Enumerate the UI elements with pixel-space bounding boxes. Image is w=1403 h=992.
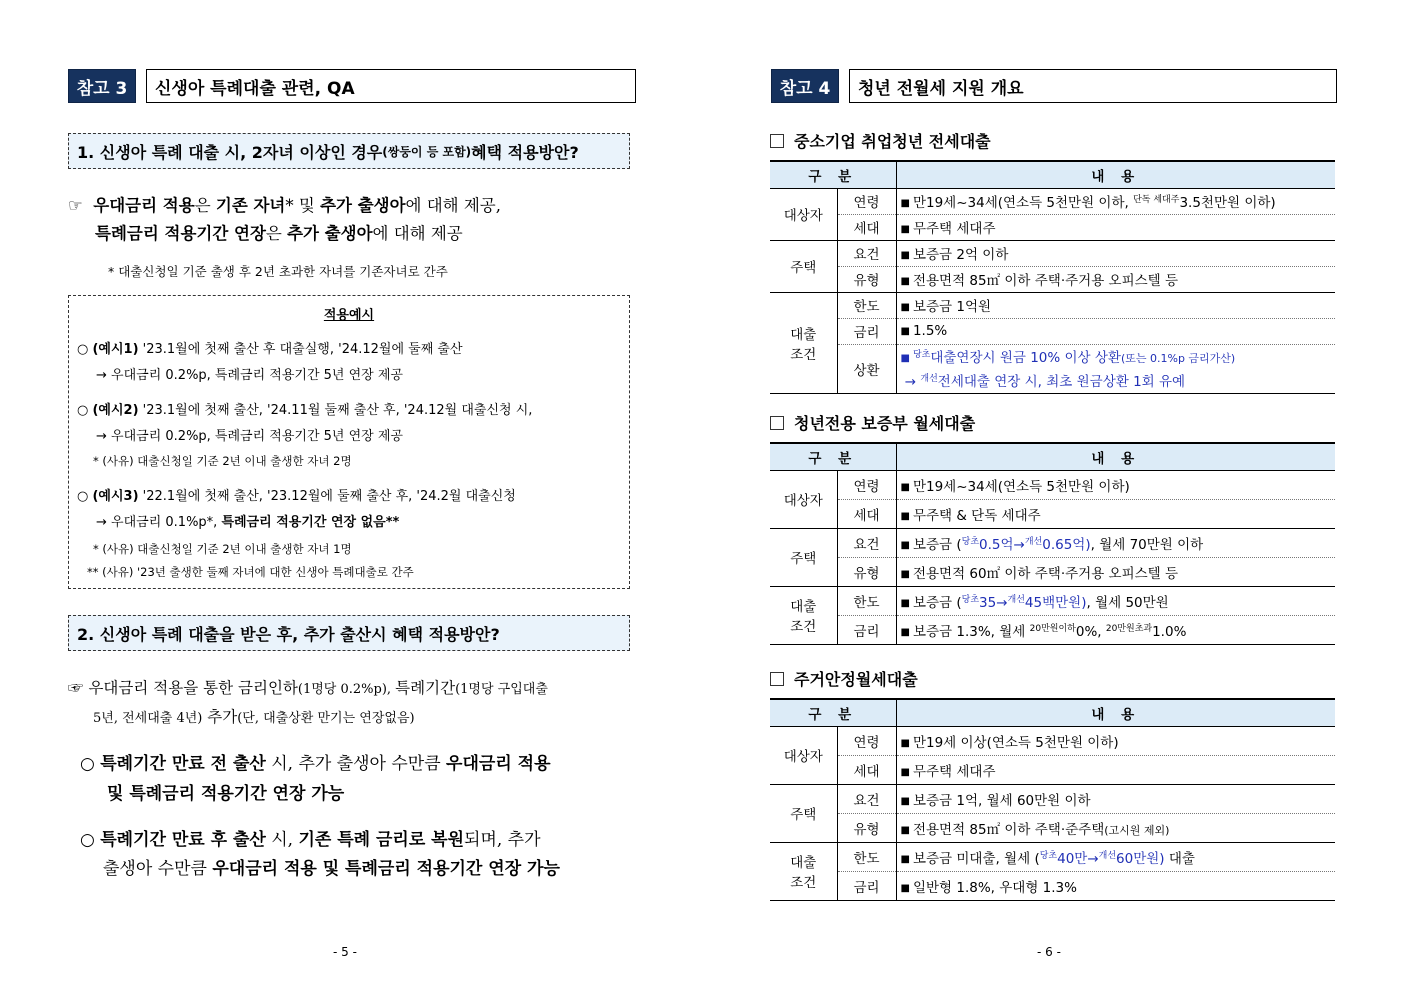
category-text: 대출 xyxy=(790,855,817,871)
value-change xyxy=(1040,851,1165,867)
value-text: 만19세~34세(연소득 5천만원 이하, xyxy=(912,195,1134,211)
answer-1-text: 은 xyxy=(265,224,288,243)
pointer-icon: ☞ xyxy=(68,196,83,215)
question-2: 2. 신생아 특례 대출을 받은 후, 추가 출산시 혜택 적용방안? xyxy=(68,615,630,651)
reference-title: 신생아 특례대출 관련, QA xyxy=(146,69,636,103)
answer-2-text: (1명당 구입대출 xyxy=(455,682,548,697)
row-subcategory: 한도 xyxy=(837,586,896,615)
reference-header xyxy=(68,69,636,103)
answer-2-text: 추가 xyxy=(202,708,238,726)
reference-tag: 참고 3 xyxy=(68,69,136,103)
value-text: 전용면적 85㎡ 이하 주택·주거용 오피스텔 등 xyxy=(912,273,1179,289)
answer-1-text: 특례금리 적용기간 연장 xyxy=(95,224,266,243)
page-right xyxy=(700,0,1403,992)
value-text: 전용면적 85㎡ 이하 주택·준주택 xyxy=(912,821,1105,838)
answer-2-bullet-1: ○ 특례기간 만료 전 출산 시, 추가 출생아 수만큼 우대금리 적용 xyxy=(80,754,551,774)
value-sup: 당초 xyxy=(961,594,980,605)
section-title: 청년전용 보증부 월세대출 xyxy=(794,414,976,433)
row-value xyxy=(896,755,1335,784)
bullet-icon: ■ xyxy=(900,626,910,638)
row-subcategory: 금리 xyxy=(837,318,896,344)
row-category: 주택 xyxy=(770,784,837,842)
example-text: '23.1월에 첫째 출산, '24.11월 둘째 출산 후, '24.12월 대출신청 시, xyxy=(138,403,533,418)
section-3-heading xyxy=(770,667,918,690)
pointer-icon: ☞ xyxy=(68,679,84,697)
row-subcategory: 연령 xyxy=(837,470,896,499)
bullet-icon: ■ xyxy=(900,224,910,235)
examples-box xyxy=(68,295,630,589)
row-subcategory: 한도 xyxy=(837,842,896,871)
row-value xyxy=(896,318,1335,344)
table-stable-rent-loan xyxy=(770,698,1335,901)
row-subcategory: 금리 xyxy=(837,615,896,644)
bullet-icon: ■ xyxy=(900,352,910,364)
value-text: , 월세 70만원 이하 xyxy=(1090,536,1204,553)
value-sup: 당초 xyxy=(912,349,931,360)
value-sup: 20만원이하 xyxy=(1029,623,1076,634)
row-value xyxy=(896,499,1335,528)
value-text: 일반형 1.8%, 우대형 1.3% xyxy=(912,879,1077,896)
bullet-icon: ■ xyxy=(900,302,910,313)
value-sup: 단독 세대주 xyxy=(1133,195,1180,205)
table-jeonse-loan xyxy=(770,160,1335,394)
row-subcategory: 유형 xyxy=(837,266,896,292)
row-category: 대상자 xyxy=(770,188,837,240)
column-header: 구 분 xyxy=(770,443,896,470)
bullet-icon: ■ xyxy=(900,853,910,865)
value-text: → xyxy=(904,373,921,390)
value-text: 45백만원) xyxy=(1024,594,1087,611)
category-text: 대출 xyxy=(790,326,817,343)
reference-tag: 참고 4 xyxy=(771,69,839,103)
table-monthly-rent-loan xyxy=(770,442,1335,645)
reference-header xyxy=(771,69,1337,103)
value-text: 0%, xyxy=(1075,623,1106,640)
answer-1-line-2 xyxy=(95,220,463,244)
answer-2-bullet-1-cont: 및 특례금리 적용기간 연장 가능 xyxy=(107,784,345,804)
bullet-icon: ■ xyxy=(900,510,910,522)
example-result-text: 특례금리 적용기간 연장 없음** xyxy=(221,515,400,530)
reference-title: 청년 전월세 지원 개요 xyxy=(849,69,1337,103)
examples-title: 적용예시 xyxy=(323,308,375,323)
row-value xyxy=(896,292,1335,318)
bullet-icon: ■ xyxy=(900,824,910,836)
column-header: 구 분 xyxy=(770,161,896,188)
category-text: 대출 xyxy=(790,599,817,615)
bullet-icon: ■ xyxy=(900,276,910,287)
row-value xyxy=(896,266,1335,292)
example-result-text: → 우대금리 0.1%p*, xyxy=(96,515,222,530)
value-sup: 개선 xyxy=(1024,536,1043,547)
row-value xyxy=(896,586,1335,615)
category-text: 조건 xyxy=(790,619,817,635)
bullet-text: 우대금리 적용 xyxy=(446,754,551,774)
question-1-end: 혜택 적용방안? xyxy=(471,142,579,162)
value-sup: 개선 xyxy=(920,373,938,384)
row-subcategory: 요건 xyxy=(837,528,896,557)
section-title: 중소기업 취업청년 전세대출 xyxy=(794,132,991,151)
bullet-icon: ■ xyxy=(900,597,910,609)
row-value xyxy=(896,240,1335,266)
value-text: 전용면적 60㎡ 이하 주택·주거용 오피스텔 등 xyxy=(912,565,1179,582)
row-subcategory: 유형 xyxy=(837,813,896,842)
row-subcategory: 연령 xyxy=(837,188,896,214)
value-text: 1.5% xyxy=(912,323,948,339)
value-text: 보증금 1.3%, 월세 xyxy=(912,623,1030,640)
value-text: 무주택 & 단독 세대주 xyxy=(912,507,1041,524)
row-value xyxy=(896,842,1335,871)
value-sup: 개선 xyxy=(1098,850,1117,861)
value-text: 만19세~34세(연소득 5천만원 이하) xyxy=(912,478,1130,495)
value-text: , 월세 50만원 xyxy=(1086,594,1169,611)
example-label: (예시1) xyxy=(92,342,139,357)
bullet-icon: ■ xyxy=(900,198,910,209)
answer-2-text: 우대금리 적용을 통한 금리인하 xyxy=(88,679,298,697)
answer-1-text: 기존 자녀 xyxy=(215,196,286,215)
example-2-note: * (사유) 대출신청일 기준 2년 이내 출생한 자녀 2명 xyxy=(93,454,352,468)
row-category: 대상자 xyxy=(770,470,837,528)
checkbox-square-icon xyxy=(770,134,784,148)
answer-1-text: 에 대해 제공, xyxy=(405,196,501,215)
bullet-icon: ■ xyxy=(900,568,910,580)
category-text: 조건 xyxy=(790,346,817,363)
value-text: 3.5천만원 이하) xyxy=(1179,195,1276,211)
checkbox-square-icon xyxy=(770,416,784,430)
category-text: 조건 xyxy=(790,875,817,891)
value-sup: 20만원초과 xyxy=(1105,623,1153,634)
row-value xyxy=(896,528,1335,557)
answer-1-text: 추가 출생아 xyxy=(320,196,406,215)
answer-1-text: 우대금리 적용 xyxy=(93,196,195,215)
column-header: 구 분 xyxy=(770,699,896,726)
question-1 xyxy=(68,133,630,169)
answer-2-text: (1명당 0.2%p), xyxy=(297,682,396,697)
value-sup: 개선 xyxy=(1007,594,1025,605)
row-value xyxy=(896,188,1335,214)
row-category xyxy=(770,586,837,644)
row-subcategory: 요건 xyxy=(837,784,896,813)
value-text: (고시원 제외) xyxy=(1104,823,1170,837)
section-1-heading xyxy=(770,129,991,152)
column-header: 내 용 xyxy=(896,443,1335,470)
value-text: (또는 0.1%p 금리가산) xyxy=(1120,351,1236,365)
example-label: (예시2) xyxy=(92,403,139,418)
row-subcategory: 유형 xyxy=(837,557,896,586)
answer-1-text: 추가 출생아 xyxy=(287,224,373,243)
value-text: 무주택 세대주 xyxy=(912,221,996,237)
row-subcategory: 세대 xyxy=(837,499,896,528)
row-category xyxy=(770,842,837,900)
example-text: '23.1월에 첫째 출산 후 대출실행, '24.12월에 둘째 출산 xyxy=(138,342,463,357)
answer-1-line-1 xyxy=(68,192,501,216)
row-value xyxy=(896,871,1335,900)
row-subcategory: 연령 xyxy=(837,726,896,755)
column-header: 내 용 xyxy=(896,161,1335,188)
row-value xyxy=(896,557,1335,586)
answer-2-text: (단, 대출상환 만기는 연장없음) xyxy=(237,711,415,726)
value-sup: 당초 xyxy=(961,536,980,547)
checkbox-square-icon xyxy=(770,672,784,686)
bullet-icon: ■ xyxy=(900,737,910,749)
bullet-text: 특례기간 만료 전 출산 xyxy=(100,754,266,774)
bullet-text: 시, xyxy=(265,830,299,850)
value-text: 보증금 1억원 xyxy=(912,299,992,315)
bullet-text: 특례기간 만료 후 출산 xyxy=(100,830,266,850)
value-text: 1.0% xyxy=(1152,623,1187,640)
answer-2-line-2 xyxy=(93,705,415,727)
value-text: 무주택 세대주 xyxy=(912,763,996,780)
value-text: 전세대출 연장 시, 최초 원금상환 1회 유예 xyxy=(937,373,1186,390)
value-text: 0.65억) xyxy=(1042,536,1091,553)
answer-1-note: * 대출신청일 기준 출생 후 2년 초과한 자녀를 기존자녀로 간주 xyxy=(108,264,448,279)
bullet-text: 되며, 추가 xyxy=(464,830,541,850)
value-text: 35→ xyxy=(979,594,1008,611)
section-2-heading xyxy=(770,411,975,434)
value-text: 보증금 ( xyxy=(912,536,962,553)
value-text: 60만원) xyxy=(1116,850,1165,867)
page-number: - 6 - xyxy=(1037,945,1061,959)
row-value xyxy=(896,615,1335,644)
row-value xyxy=(896,214,1335,240)
page-left xyxy=(0,0,700,992)
page-number: - 5 - xyxy=(333,945,357,959)
value-text: 보증금 2억 이하 xyxy=(912,247,1009,263)
value-text: 보증금 미대출, 월세 ( xyxy=(912,850,1040,867)
example-1-result: → 우대금리 0.2%p, 특례금리 적용기간 5년 연장 제공 xyxy=(96,368,403,383)
row-subcategory: 금리 xyxy=(837,871,896,900)
row-value xyxy=(896,813,1335,842)
example-3-result xyxy=(96,511,399,530)
example-3-note-2: ** (사유) '23년 출생한 둘째 자녀에 대한 신생아 특례대출로 간주 xyxy=(87,565,414,579)
value-text: 보증금 ( xyxy=(912,594,962,611)
row-subcategory: 한도 xyxy=(837,292,896,318)
answer-2-text: 5년, 전세대출 4년) xyxy=(93,711,203,726)
row-value xyxy=(896,784,1335,813)
row-subcategory: 세대 xyxy=(837,755,896,784)
bullet-text: 시, 추가 출생아 수만큼 xyxy=(265,754,447,774)
row-category xyxy=(770,292,837,393)
example-label: (예시3) xyxy=(92,489,139,504)
example-1: ○ (예시1) '23.1월에 첫째 출산 후 대출실행, '24.12월에 둘째 출산 xyxy=(77,342,463,357)
value-text: 만19세 이상(연소득 5천만원 이하) xyxy=(912,734,1119,751)
bullet-text: 우대금리 적용 및 특례금리 적용기간 연장 가능 xyxy=(212,859,560,879)
bullet-icon: ■ xyxy=(900,795,910,807)
value-sup: 당초 xyxy=(1039,850,1058,861)
bullet-icon: ■ xyxy=(900,250,910,261)
bullet-icon: ■ xyxy=(900,326,910,337)
row-subcategory: 세대 xyxy=(837,214,896,240)
example-3-note-1: * (사유) 대출신청일 기준 2년 이내 출생한 자녀 1명 xyxy=(93,542,352,556)
value-text: 0.5억→ xyxy=(979,536,1025,553)
answer-2-line-1 xyxy=(68,676,548,698)
row-value xyxy=(896,470,1335,499)
question-1-main: 1. 신생아 특례 대출 시, 2자녀 이상인 경우 xyxy=(77,142,383,162)
value-text: 대출 xyxy=(1164,850,1195,867)
value-change xyxy=(962,537,1091,553)
section-title: 주거안정월세대출 xyxy=(794,670,918,689)
row-category: 주택 xyxy=(770,240,837,292)
example-2: ○ (예시2) '23.1월에 첫째 출산, '24.11월 둘째 출산 후, '24.12월 대출신청 시, xyxy=(77,403,533,418)
answer-2-bullet-2: ○ 특례기간 만료 후 출산 시, 기존 특례 금리로 복원되며, 추가 xyxy=(80,830,541,850)
bullet-text: 기존 특례 금리로 복원 xyxy=(298,830,465,850)
answer-1-text: * 및 xyxy=(285,196,321,215)
row-subcategory: 요건 xyxy=(837,240,896,266)
column-header: 내 용 xyxy=(896,699,1335,726)
value-change xyxy=(962,595,1087,611)
row-subcategory: 상환 xyxy=(837,344,896,393)
row-value xyxy=(896,726,1335,755)
row-category: 대상자 xyxy=(770,726,837,784)
bullet-icon: ■ xyxy=(900,481,910,493)
answer-2-text: 특례기간 xyxy=(395,679,456,697)
question-1-note: (쌍둥이 등 포함) xyxy=(382,144,472,159)
example-2-result: → 우대금리 0.2%p, 특례금리 적용기간 5년 연장 제공 xyxy=(96,429,403,444)
value-text: 40만→ xyxy=(1057,850,1099,867)
row-value xyxy=(896,344,1335,393)
bullet-icon: ■ xyxy=(900,882,910,894)
bullet-text: 출생아 수만큼 xyxy=(103,859,213,879)
answer-1-text: 은 xyxy=(194,196,216,215)
bullet-icon: ■ xyxy=(900,539,910,551)
answer-1-text: 에 대해 제공 xyxy=(372,224,463,243)
value-text: 보증금 1억, 월세 60만원 이하 xyxy=(912,792,1091,809)
example-text: '22.1월에 첫째 출산, '23.12월에 둘째 출산 후, '24.2월 대출신청 xyxy=(138,489,516,504)
bullet-icon: ■ xyxy=(900,766,910,778)
example-3: ○ (예시3) '22.1월에 첫째 출산, '23.12월에 둘째 출산 후, '24.2월 대출신청 xyxy=(77,489,516,504)
answer-2-bullet-2-cont xyxy=(103,854,560,879)
value-text: 대출연장시 원금 10% 이상 상환 xyxy=(930,349,1121,366)
row-category: 주택 xyxy=(770,528,837,586)
